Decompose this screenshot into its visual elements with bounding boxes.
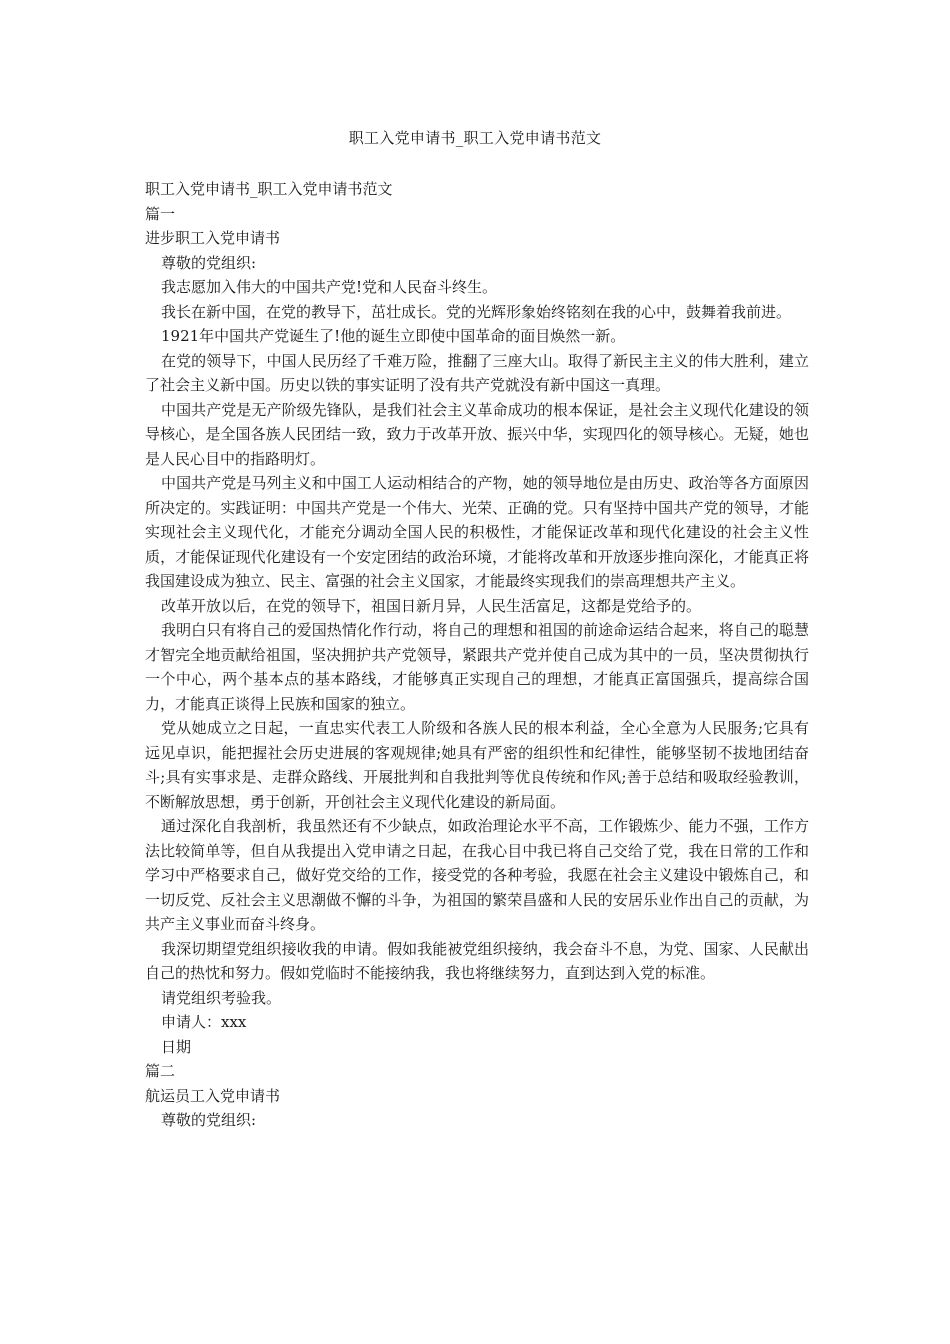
section-1-paragraph: 党从她成立之日起，一直忠实代表工人阶级和各族人民的根本利益，全心全意为人民服务;它具有远见卓识，能把握社会历史进展的客观规律;她具有严密的组织性和纪律性，能够坚韧不拔地团结奋斗;具有实事求是、走群众路线、开展批判和自我批判等优良传统和作风;善于总结和吸取经验教训，不断解放思想，勇于创新，开创社会主义现代化建设的新局面。 (145, 719, 809, 811)
section-1-paragraph: 我志愿加入伟大的中国共产党!党和人民奋斗终生。 (161, 278, 498, 296)
section-1-applicant: 申请人：xxx (161, 1013, 247, 1031)
section-1-heading: 进步职工入党申请书 (145, 229, 281, 247)
document-subtitle: 职工入党申请书_职工入党申请书范文 (145, 180, 393, 198)
section-1-paragraph: 中国共产党是马列主义和中国工人运动相结合的产物，她的领导地位是由历史、政治等各方面原因所决定的。实践证明：中国共产党是一个伟大、光荣、正确的党。只有坚持中国共产党的领导，才能实现社会主义现代化，才能充分调动全国人民的积极性，才能保证改革和现代化建设的社会主义性质，才能保证现代化建设有一个安定团结的政治环境，才能将改革和开放逐步推向深化，才能真正将我国建设成为独立、民主、富强的社会主义国家，才能最终实现我们的崇高理想共产主义。 (145, 474, 809, 590)
section-1-paragraph: 改革开放以后，在党的领导下，祖国日新月异，人民生活富足，这都是党给予的。 (161, 596, 702, 615)
section-1-paragraph: 请党组织考验我。 (161, 988, 282, 1007)
document-body (145, 177, 809, 1133)
section-2-salutation: 尊敬的党组织: (161, 1111, 257, 1129)
section-2-heading: 航运员工入党申请书 (145, 1086, 281, 1105)
section-2-label: 篇二 (145, 1062, 176, 1080)
section-1-paragraph: 我明白只有将自己的爱国热情化作行动，将自己的理想和祖国的前途命运结合起来，将自己的聪慧才智完全地贡献给祖国，坚决拥护共产党领导，紧跟共产党并使自己成为其中的一员，坚决贯彻执行一个中心，两个基本点的基本路线，才能够真正实现自己的理想，才能真正富国强兵，提高综合国力，才能真正谈得上民族和国家的独立。 (145, 621, 809, 713)
section-1-salutation: 尊敬的党组织: (161, 253, 257, 272)
section-1-paragraph: 在党的领导下，中国人民历经了千难万险，推翻了三座大山。取得了新民主主义的伟大胜利，建立了社会主义新中国。历史以铁的事实证明了没有共产党就没有新中国这一真理。 (145, 351, 809, 394)
section-1-paragraph: 我深切期望党组织接收我的申请。假如我能被党组织接纳，我会奋斗不息，为党、国家、人民献出自己的热忱和努力。假如党临时不能接纳我，我也将继续努力，直到达到入党的标准。 (145, 939, 809, 982)
document-title: 职工入党申请书_职工入党申请书范文 (348, 129, 602, 147)
section-1-paragraph: 我长在新中国，在党的教导下，茁壮成长。党的光辉形象始终铭刻在我的心中，鼓舞着我前进。 (161, 302, 792, 321)
section-1-label: 篇一 (145, 204, 176, 223)
section-1-paragraph: 1921年中国共产党诞生了!他的诞生立即使中国革命的面目焕然一新。 (161, 327, 626, 345)
section-1-paragraph: 通过深化自我剖析，我虽然还有不少缺点，如政治理论水平不高，工作锻炼少、能力不强，工作方法比较简单等，但自从我提出入党申请之日起，在我心目中我已将自己交给了党，我在日常的工作和学习中严格要求自己，做好党交给的工作，接受党的各种考验，我愿在社会主义建设中锻炼自己，和一切反党、反社会主义思潮做不懈的斗争，为祖国的繁荣昌盛和人民的安居乐业作出自己的贡献，为共产主义事业而奋斗终身。 (145, 817, 809, 933)
section-1-paragraph: 中国共产党是无产阶级先锋队，是我们社会主义革命成功的根本保证，是社会主义现代化建设的领导核心，是全国各族人民团结一致，致力于改革开放、振兴中华，实现四化的领导核心。无疑，她也是人民心目中的指路明灯。 (145, 400, 809, 468)
section-1-date: 日期 (161, 1037, 192, 1056)
